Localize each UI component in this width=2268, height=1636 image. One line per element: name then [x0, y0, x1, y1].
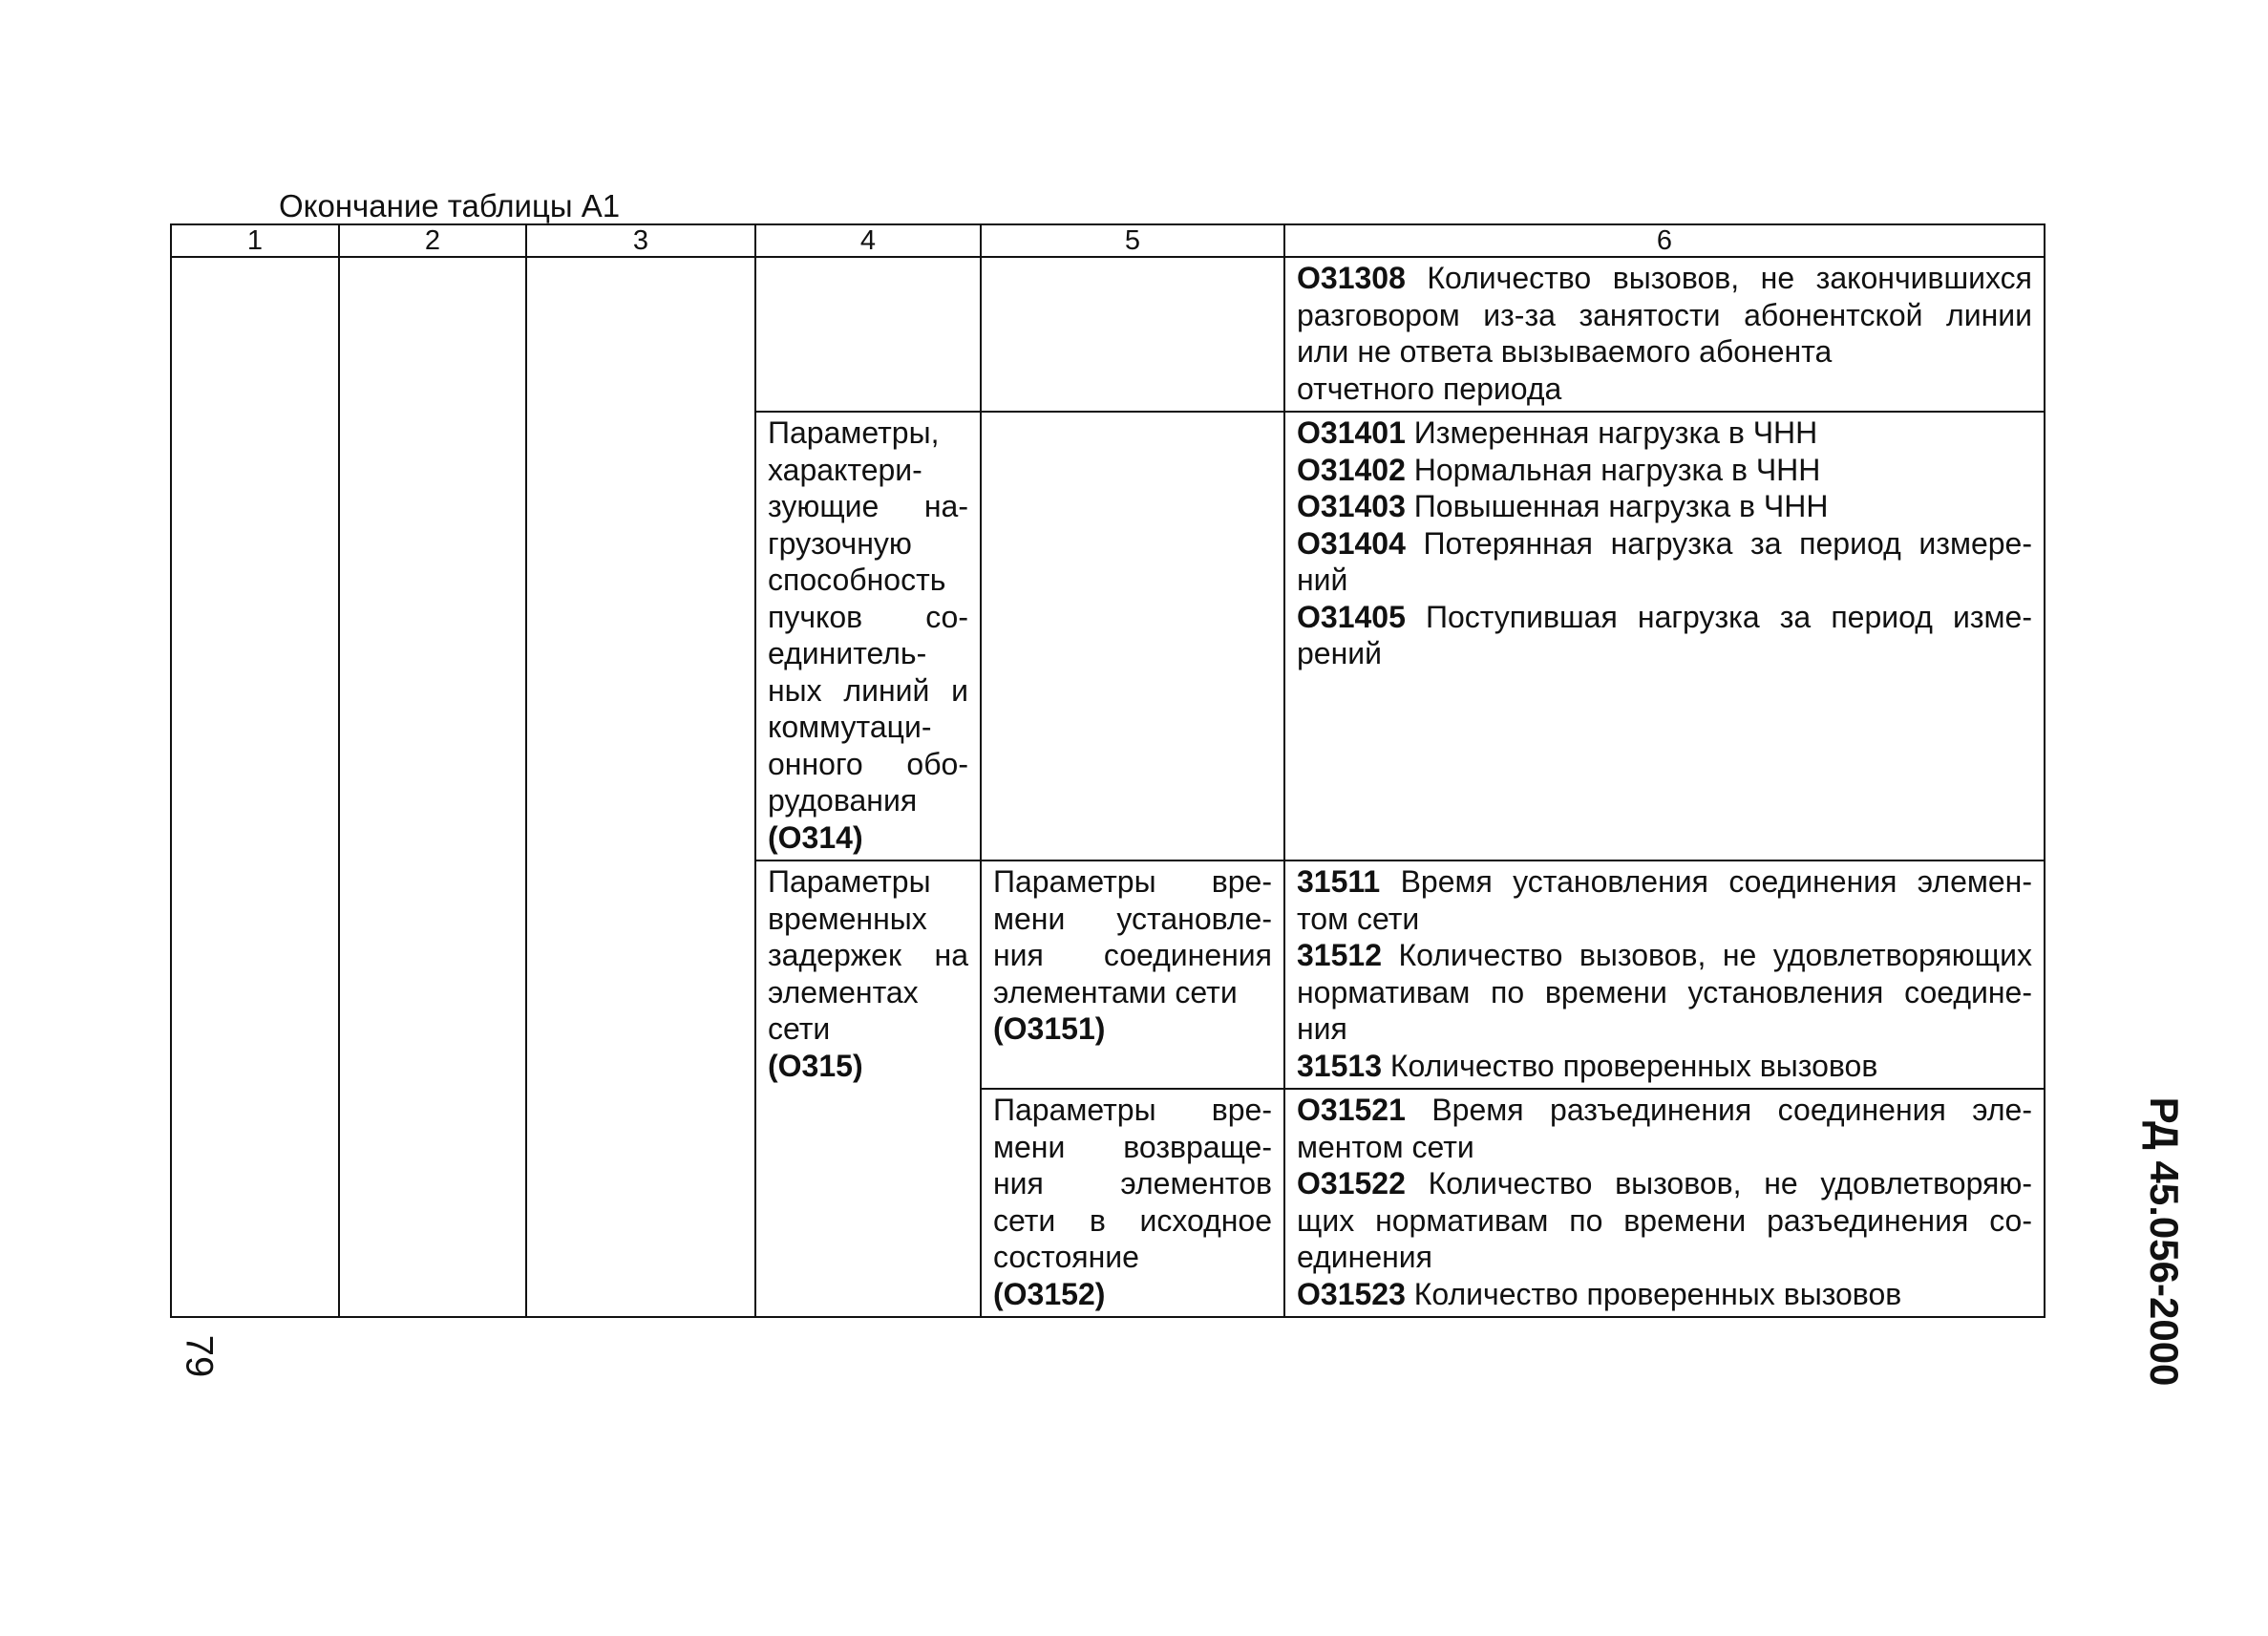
text-line: задержек на — [768, 938, 968, 972]
group-code: (О315) — [768, 1048, 863, 1083]
text-line: онного обо- — [768, 746, 968, 781]
entry-31513: 31513 Количество проверенных вызовов — [1297, 1048, 1878, 1083]
entry-continuation: ния — [1297, 1011, 1347, 1046]
text-line: Параметры — [768, 864, 931, 899]
text-line: Параметры вре- — [993, 1093, 1272, 1127]
text-line: состояние — [993, 1240, 1139, 1274]
table-caption: Окончание таблицы А1 — [279, 188, 621, 223]
group-code: (О3151) — [993, 1011, 1106, 1046]
entry-o31402: О31402 Нормальная нагрузка в ЧНН — [1297, 452, 1821, 487]
column-number: 3 — [526, 224, 755, 257]
column-number-row — [171, 224, 2045, 257]
text-line: Параметры, — [768, 415, 940, 450]
cell-col6-o3151-entries — [1284, 860, 2045, 1089]
entry-o31404: О31404 Потерянная нагрузка за период измере- — [1297, 525, 2033, 561]
entry-o31403: О31403 Повышенная нагрузка в ЧНН — [1297, 489, 1829, 523]
entry-continuation: рений — [1297, 636, 1383, 670]
entry-o31401: О31401 Измеренная нагрузка в ЧНН — [1297, 415, 1818, 450]
text-line: способность — [768, 563, 946, 597]
entry-continuation: нормативам по времени установления соедине- — [1297, 974, 2032, 1009]
entry-o31523: О31523 Количество проверенных вызовов — [1297, 1276, 1902, 1311]
text-line: элементах — [768, 974, 919, 1009]
text-line: ния элементов — [993, 1166, 1272, 1200]
cell-col1 — [171, 257, 339, 1317]
text-line: характери- — [768, 452, 922, 487]
entry-o31521: О31521 Время разъединения соединения эле- — [1297, 1093, 2033, 1127]
text-line: элементами сети — [993, 974, 1238, 1009]
text-line: коммутаци- — [768, 710, 932, 744]
entry-o31522: О31522 Количество вызовов, не удовлетворяю- — [1297, 1166, 2033, 1200]
cell-col6-o31308 — [1284, 257, 2045, 412]
cell-col2 — [339, 257, 526, 1317]
table-row — [171, 257, 2045, 412]
cell-col5-o3151 — [981, 860, 1284, 1089]
text-line: мени установле- — [993, 901, 1272, 936]
text-line: сети — [768, 1011, 831, 1046]
cell-col6-o314-entries — [1284, 412, 2045, 860]
entry-continuation: ментом сети — [1297, 1129, 1474, 1164]
page-number: 79 — [178, 1334, 221, 1378]
document-code-label: РД 45.056-2000 — [2142, 1096, 2187, 1387]
text-line: грузочную — [768, 525, 912, 561]
cell-col4 — [755, 257, 981, 412]
text-line: пучков со- — [768, 599, 968, 634]
group-code: (О3152) — [993, 1276, 1106, 1311]
cell-col4-o314 — [755, 412, 981, 860]
entry-line: разговором из-за занятости абонентской линии — [1297, 297, 2032, 332]
text-line: сети в исходное — [993, 1202, 1272, 1238]
cell-col3 — [526, 257, 755, 1317]
column-number: 5 — [981, 224, 1284, 257]
text-line: мени возвраще- — [993, 1129, 1272, 1164]
cell-col6-o3152-entries — [1284, 1089, 2045, 1317]
entry-continuation: щих нормативам по времени разъединения со- — [1297, 1202, 2032, 1238]
text-line: зующие на- — [768, 489, 968, 523]
column-number: 2 — [339, 224, 526, 257]
text-line: ния соединения — [993, 938, 1272, 972]
text-line: рудования — [768, 783, 918, 818]
text-line: единитель- — [768, 636, 927, 670]
column-number: 4 — [755, 224, 981, 257]
continuation-table — [170, 223, 2045, 1318]
text-line: временных — [768, 901, 927, 936]
text-line: ных линий и — [768, 672, 968, 708]
entry-continuation: том сети — [1297, 901, 1420, 936]
entry-continuation: ний — [1297, 563, 1348, 597]
entry-31511: 31511 Время установления соединения элемен- — [1297, 864, 2033, 899]
entry-31512: 31512 Количество вызовов, не удовлетворяющих — [1297, 938, 2032, 972]
entry-o31405: О31405 Поступившая нагрузка за период изме- — [1297, 599, 2033, 634]
cell-col4-o315 — [755, 860, 981, 1317]
cell-col5 — [981, 257, 1284, 412]
entry-line: О31308 Количество вызовов, не закончившихся — [1297, 261, 2032, 295]
entry-continuation: единения — [1297, 1240, 1432, 1274]
cell-col5-o3152 — [981, 1089, 1284, 1317]
text-line: Параметры вре- — [993, 864, 1272, 899]
cell-col5 — [981, 412, 1284, 860]
column-number: 6 — [1284, 224, 2045, 257]
column-number: 1 — [171, 224, 339, 257]
entry-line: отчетного периода — [1297, 371, 1562, 406]
group-code: (О314) — [768, 819, 863, 855]
entry-line: или не ответа вызываемого абонента — [1297, 334, 1833, 369]
